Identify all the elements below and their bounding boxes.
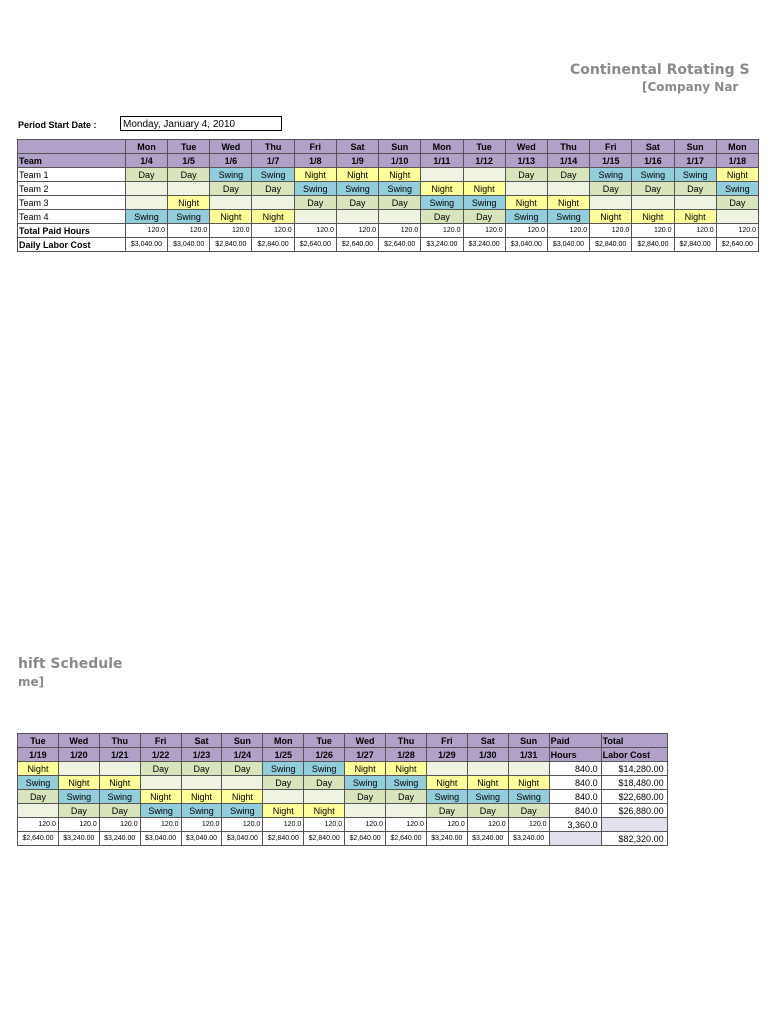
shift-cell[interactable]: Night <box>99 776 140 790</box>
shift-cell[interactable]: Day <box>18 790 59 804</box>
shift-cell[interactable]: Night <box>421 182 463 196</box>
daily-hours-cell: 120.0 <box>99 818 140 832</box>
day-of-week-header: Tue <box>463 140 505 154</box>
team-row <box>18 790 668 804</box>
daily-cost-cell: $2,640.00 <box>345 832 386 846</box>
shift-cell[interactable]: Day <box>252 182 294 196</box>
day-of-week-header: Thu <box>252 140 294 154</box>
shift-cell[interactable] <box>140 776 181 790</box>
schedule-title: Continental Rotating S <box>570 62 750 78</box>
shift-cell[interactable]: Swing <box>426 790 467 804</box>
period-start-field[interactable]: Monday, January 4, 2010 <box>120 116 282 131</box>
shift-cell[interactable]: Day <box>674 182 716 196</box>
day-of-week-header: Wed <box>345 734 386 748</box>
shift-cell[interactable]: Swing <box>547 210 589 224</box>
daily-hours-cell: 120.0 <box>505 224 547 238</box>
date-header: 1/6 <box>210 154 252 168</box>
shift-cell[interactable]: Night <box>210 210 252 224</box>
shift-cell[interactable]: Night <box>168 196 210 210</box>
daily-hours-cell: 120.0 <box>181 818 222 832</box>
day-of-week-header: Thu <box>99 734 140 748</box>
date-header: 1/31 <box>508 748 549 762</box>
total-cost-header: Total <box>601 734 667 748</box>
day-of-week-header: Sat <box>336 140 378 154</box>
shift-cell[interactable]: Night <box>18 762 59 776</box>
paid-hours-header: Paid <box>549 734 601 748</box>
shift-cell[interactable]: Night <box>252 210 294 224</box>
shift-cell[interactable]: Swing <box>379 182 421 196</box>
daily-cost-cell: $2,640.00 <box>294 238 336 252</box>
header-corner <box>18 140 126 154</box>
total-hours-row <box>18 818 668 832</box>
daily-hours-cell: 120.0 <box>263 818 304 832</box>
shift-cell[interactable]: Night <box>294 168 336 182</box>
date-header: 1/12 <box>463 154 505 168</box>
shift-cell[interactable]: Day <box>345 790 386 804</box>
date-header: 1/27 <box>345 748 386 762</box>
shift-cell[interactable]: Day <box>140 762 181 776</box>
team-label: Team 1 <box>18 168 126 182</box>
shift-cell[interactable]: Swing <box>674 168 716 182</box>
shift-cell[interactable] <box>210 196 252 210</box>
shift-cell[interactable] <box>547 182 589 196</box>
day-of-week-header: Wed <box>505 140 547 154</box>
shift-cell[interactable] <box>508 762 549 776</box>
daily-cost-cell: $2,640.00 <box>379 238 421 252</box>
shift-cell[interactable]: Day <box>467 804 508 818</box>
date-header: 1/28 <box>386 748 427 762</box>
shift-cell[interactable]: Swing <box>421 196 463 210</box>
date-header: 1/21 <box>99 748 140 762</box>
team-row <box>18 168 759 182</box>
shift-cell[interactable] <box>505 182 547 196</box>
shift-cell[interactable]: Swing <box>181 804 222 818</box>
shift-cell[interactable]: Swing <box>590 168 632 182</box>
shift-cell[interactable]: Night <box>386 762 427 776</box>
shift-cell[interactable]: Swing <box>505 210 547 224</box>
shift-cell[interactable]: Day <box>590 182 632 196</box>
shift-cell[interactable]: Night <box>336 168 378 182</box>
daily-hours-cell: 120.0 <box>463 224 505 238</box>
grand-total-cost: $82,320.00 <box>601 832 667 846</box>
team-paid-hours: 840.0 <box>549 762 601 776</box>
shift-cell[interactable]: Night <box>345 762 386 776</box>
team-total-cost: $14,280.00 <box>601 762 667 776</box>
shift-cell[interactable]: Swing <box>716 182 758 196</box>
team-row <box>18 196 759 210</box>
day-of-week-header: Sun <box>222 734 263 748</box>
shift-cell[interactable]: Day <box>210 182 252 196</box>
shift-cell[interactable] <box>99 762 140 776</box>
shift-cell[interactable]: Night <box>505 196 547 210</box>
empty-cell <box>549 832 601 846</box>
shift-cell[interactable]: Day <box>379 196 421 210</box>
daily-cost-cell: $2,840.00 <box>263 832 304 846</box>
daily-hours-cell: 120.0 <box>467 818 508 832</box>
shift-cell[interactable]: Night <box>140 790 181 804</box>
daily-cost-cell: $3,040.00 <box>140 832 181 846</box>
shift-cell[interactable]: Swing <box>508 790 549 804</box>
date-header: 1/26 <box>304 748 345 762</box>
schedule-table-2 <box>17 733 668 846</box>
shift-cell[interactable]: Day <box>508 804 549 818</box>
shift-cell[interactable]: Day <box>426 804 467 818</box>
daily-hours-cell: 120.0 <box>125 224 167 238</box>
date-header: 1/9 <box>336 154 378 168</box>
shift-cell[interactable] <box>263 790 304 804</box>
schedule-title-continued: hift Schedule <box>18 656 123 672</box>
shift-cell[interactable]: Night <box>222 790 263 804</box>
grand-total-hours: 3,360.0 <box>549 818 601 832</box>
shift-cell[interactable]: Swing <box>125 210 167 224</box>
shift-cell[interactable]: Swing <box>463 196 505 210</box>
daily-hours-cell: 120.0 <box>140 818 181 832</box>
date-header: 1/20 <box>58 748 99 762</box>
shift-cell[interactable]: Swing <box>252 168 294 182</box>
daily-hours-cell: 120.0 <box>294 224 336 238</box>
shift-cell[interactable]: Day <box>421 210 463 224</box>
shift-cell[interactable] <box>426 762 467 776</box>
total-paid-hours-label: Total Paid Hours <box>18 224 126 238</box>
shift-cell[interactable]: Night <box>58 776 99 790</box>
day-of-week-header: Tue <box>304 734 345 748</box>
daily-hours-cell: 120.0 <box>345 818 386 832</box>
header-row-dow <box>18 734 668 748</box>
shift-cell[interactable] <box>386 804 427 818</box>
daily-cost-cell: $3,240.00 <box>99 832 140 846</box>
header-row-date <box>18 748 668 762</box>
daily-hours-cell: 120.0 <box>632 224 674 238</box>
shift-cell[interactable]: Swing <box>467 790 508 804</box>
daily-cost-cell: $3,040.00 <box>547 238 589 252</box>
daily-hours-cell: 120.0 <box>18 818 59 832</box>
team-paid-hours: 840.0 <box>549 790 601 804</box>
date-header: 1/30 <box>467 748 508 762</box>
date-header: 1/25 <box>263 748 304 762</box>
day-of-week-header: Tue <box>168 140 210 154</box>
daily-cost-cell: $2,640.00 <box>386 832 427 846</box>
date-header: 1/17 <box>674 154 716 168</box>
date-header: 1/16 <box>632 154 674 168</box>
daily-hours-cell: 120.0 <box>508 818 549 832</box>
day-of-week-header: Mon <box>716 140 758 154</box>
team-row <box>18 210 759 224</box>
shift-cell[interactable] <box>467 762 508 776</box>
day-of-week-header: Sun <box>674 140 716 154</box>
shift-cell[interactable]: Day <box>632 182 674 196</box>
shift-cell[interactable] <box>222 776 263 790</box>
shift-cell[interactable]: Day <box>304 776 345 790</box>
header-row-dow <box>18 140 759 154</box>
daily-hours-cell: 120.0 <box>426 818 467 832</box>
period-start-label: Period Start Date : <box>18 120 97 130</box>
team-row <box>18 762 668 776</box>
total-cost-header-2: Labor Cost <box>601 748 667 762</box>
daily-hours-cell: 120.0 <box>716 224 758 238</box>
shift-cell[interactable]: Day <box>99 804 140 818</box>
daily-hours-cell: 120.0 <box>421 224 463 238</box>
date-header: 1/29 <box>426 748 467 762</box>
company-name-continued: me] <box>18 675 45 689</box>
shift-cell[interactable] <box>674 196 716 210</box>
date-header: 1/23 <box>181 748 222 762</box>
daily-hours-cell: 120.0 <box>386 818 427 832</box>
shift-cell[interactable]: Day <box>222 762 263 776</box>
daily-hours-cell: 120.0 <box>58 818 99 832</box>
shift-cell[interactable]: Swing <box>140 804 181 818</box>
team-label: Team 4 <box>18 210 126 224</box>
daily-cost-cell: $3,040.00 <box>181 832 222 846</box>
shift-cell[interactable] <box>252 196 294 210</box>
shift-cell[interactable]: Day <box>263 776 304 790</box>
shift-cell[interactable]: Night <box>181 790 222 804</box>
daily-hours-cell: 120.0 <box>590 224 632 238</box>
shift-cell[interactable]: Night <box>379 168 421 182</box>
daily-cost-cell: $2,840.00 <box>632 238 674 252</box>
daily-cost-cell: $3,240.00 <box>463 238 505 252</box>
team-label: Team 3 <box>18 196 126 210</box>
daily-cost-cell: $3,040.00 <box>505 238 547 252</box>
shift-cell[interactable]: Swing <box>99 790 140 804</box>
day-of-week-header: Fri <box>140 734 181 748</box>
shift-cell[interactable]: Day <box>181 762 222 776</box>
shift-cell[interactable] <box>168 182 210 196</box>
daily-hours-cell: 120.0 <box>379 224 421 238</box>
shift-cell[interactable]: Swing <box>168 210 210 224</box>
shift-cell[interactable]: Day <box>386 790 427 804</box>
date-header: 1/4 <box>125 154 167 168</box>
day-of-week-header: Mon <box>421 140 463 154</box>
shift-cell[interactable]: Swing <box>222 804 263 818</box>
shift-cell[interactable]: Day <box>505 168 547 182</box>
daily-hours-cell: 120.0 <box>304 818 345 832</box>
shift-cell[interactable]: Day <box>294 196 336 210</box>
shift-cell[interactable]: Day <box>336 196 378 210</box>
date-header: 1/10 <box>379 154 421 168</box>
daily-cost-cell: $2,840.00 <box>252 238 294 252</box>
shift-cell[interactable]: Swing <box>304 762 345 776</box>
total-hours-row <box>18 224 759 238</box>
daily-cost-cell: $3,040.00 <box>125 238 167 252</box>
daily-cost-cell: $2,840.00 <box>674 238 716 252</box>
shift-cell[interactable] <box>336 210 378 224</box>
shift-cell[interactable]: Swing <box>58 790 99 804</box>
daily-cost-cell: $2,840.00 <box>210 238 252 252</box>
daily-cost-cell: $2,840.00 <box>304 832 345 846</box>
shift-cell[interactable] <box>58 762 99 776</box>
shift-cell[interactable]: Day <box>58 804 99 818</box>
daily-hours-cell: 120.0 <box>674 224 716 238</box>
day-of-week-header: Wed <box>58 734 99 748</box>
date-header: 1/7 <box>252 154 294 168</box>
shift-cell[interactable]: Day <box>125 168 167 182</box>
shift-cell[interactable] <box>294 210 336 224</box>
shift-cell[interactable]: Night <box>426 776 467 790</box>
day-of-week-header: Fri <box>590 140 632 154</box>
shift-cell[interactable]: Night <box>674 210 716 224</box>
daily-cost-cell: $2,840.00 <box>590 238 632 252</box>
date-header: 1/22 <box>140 748 181 762</box>
daily-hours-cell: 120.0 <box>210 224 252 238</box>
day-of-week-header: Sat <box>632 140 674 154</box>
daily-cost-cell: $3,240.00 <box>426 832 467 846</box>
shift-cell[interactable]: Day <box>463 210 505 224</box>
shift-cell[interactable] <box>304 790 345 804</box>
daily-cost-cell: $2,640.00 <box>336 238 378 252</box>
team-row <box>18 182 759 196</box>
paid-hours-header-2: Hours <box>549 748 601 762</box>
shift-cell[interactable] <box>463 168 505 182</box>
shift-cell[interactable]: Night <box>467 776 508 790</box>
team-total-cost: $26,880.00 <box>601 804 667 818</box>
day-of-week-header: Fri <box>426 734 467 748</box>
shift-cell[interactable] <box>590 196 632 210</box>
shift-cell[interactable] <box>345 804 386 818</box>
team-paid-hours: 840.0 <box>549 804 601 818</box>
labor-cost-row <box>18 238 759 252</box>
shift-cell[interactable]: Day <box>168 168 210 182</box>
daily-cost-cell: $2,640.00 <box>716 238 758 252</box>
day-of-week-header: Mon <box>125 140 167 154</box>
day-of-week-header: Thu <box>547 140 589 154</box>
shift-cell[interactable]: Swing <box>336 182 378 196</box>
shift-cell[interactable]: Swing <box>18 776 59 790</box>
daily-hours-cell: 120.0 <box>252 224 294 238</box>
daily-cost-cell: $3,240.00 <box>508 832 549 846</box>
shift-cell[interactable]: Swing <box>345 776 386 790</box>
team-label: Team 2 <box>18 182 126 196</box>
daily-hours-cell: 120.0 <box>336 224 378 238</box>
daily-cost-cell: $3,040.00 <box>222 832 263 846</box>
shift-cell[interactable]: Night <box>304 804 345 818</box>
day-of-week-header: Thu <box>386 734 427 748</box>
date-header: 1/8 <box>294 154 336 168</box>
schedule-table-1 <box>17 139 759 252</box>
date-header: 1/13 <box>505 154 547 168</box>
daily-hours-cell: 120.0 <box>168 224 210 238</box>
daily-cost-cell: $3,240.00 <box>421 238 463 252</box>
day-of-week-header: Tue <box>18 734 59 748</box>
team-column-header: Team <box>18 154 126 168</box>
shift-cell[interactable] <box>181 776 222 790</box>
day-of-week-header: Mon <box>263 734 304 748</box>
shift-cell[interactable]: Night <box>463 182 505 196</box>
shift-cell[interactable] <box>716 210 758 224</box>
header-row-date <box>18 154 759 168</box>
team-row <box>18 776 668 790</box>
daily-hours-cell: 120.0 <box>547 224 589 238</box>
day-of-week-header: Sat <box>181 734 222 748</box>
shift-cell[interactable]: Night <box>263 804 304 818</box>
shift-cell[interactable]: Night <box>508 776 549 790</box>
date-header: 1/18 <box>716 154 758 168</box>
daily-cost-cell: $3,240.00 <box>58 832 99 846</box>
daily-hours-cell: 120.0 <box>222 818 263 832</box>
shift-cell[interactable]: Swing <box>632 168 674 182</box>
date-header: 1/14 <box>547 154 589 168</box>
shift-cell[interactable]: Night <box>716 168 758 182</box>
shift-cell[interactable]: Night <box>547 196 589 210</box>
date-header: 1/24 <box>222 748 263 762</box>
date-header: 1/11 <box>421 154 463 168</box>
day-of-week-header: Sun <box>508 734 549 748</box>
shift-cell[interactable]: Swing <box>210 168 252 182</box>
shift-cell[interactable]: Day <box>547 168 589 182</box>
team-total-cost: $18,480.00 <box>601 776 667 790</box>
date-header: 1/19 <box>18 748 59 762</box>
shift-cell[interactable]: Day <box>716 196 758 210</box>
shift-cell[interactable] <box>421 168 463 182</box>
shift-cell[interactable] <box>379 210 421 224</box>
day-of-week-header: Sat <box>467 734 508 748</box>
shift-cell[interactable] <box>18 804 59 818</box>
company-name: [Company Nar <box>642 80 739 94</box>
daily-cost-cell: $3,240.00 <box>467 832 508 846</box>
empty-cell <box>601 818 667 832</box>
labor-cost-row <box>18 832 668 846</box>
shift-cell[interactable]: Swing <box>294 182 336 196</box>
day-of-week-header: Sun <box>379 140 421 154</box>
shift-cell[interactable] <box>125 196 167 210</box>
daily-cost-cell: $2,640.00 <box>18 832 59 846</box>
team-row <box>18 804 668 818</box>
daily-cost-cell: $3,040.00 <box>168 238 210 252</box>
shift-cell[interactable]: Night <box>590 210 632 224</box>
shift-cell[interactable]: Swing <box>263 762 304 776</box>
page-2 <box>0 640 768 1024</box>
day-of-week-header: Fri <box>294 140 336 154</box>
team-paid-hours: 840.0 <box>549 776 601 790</box>
date-header: 1/5 <box>168 154 210 168</box>
shift-cell[interactable]: Night <box>632 210 674 224</box>
team-total-cost: $22,680.00 <box>601 790 667 804</box>
daily-labor-cost-label: Daily Labor Cost <box>18 238 126 252</box>
shift-cell[interactable]: Swing <box>386 776 427 790</box>
day-of-week-header: Wed <box>210 140 252 154</box>
shift-cell[interactable] <box>125 182 167 196</box>
date-header: 1/15 <box>590 154 632 168</box>
shift-cell[interactable] <box>632 196 674 210</box>
